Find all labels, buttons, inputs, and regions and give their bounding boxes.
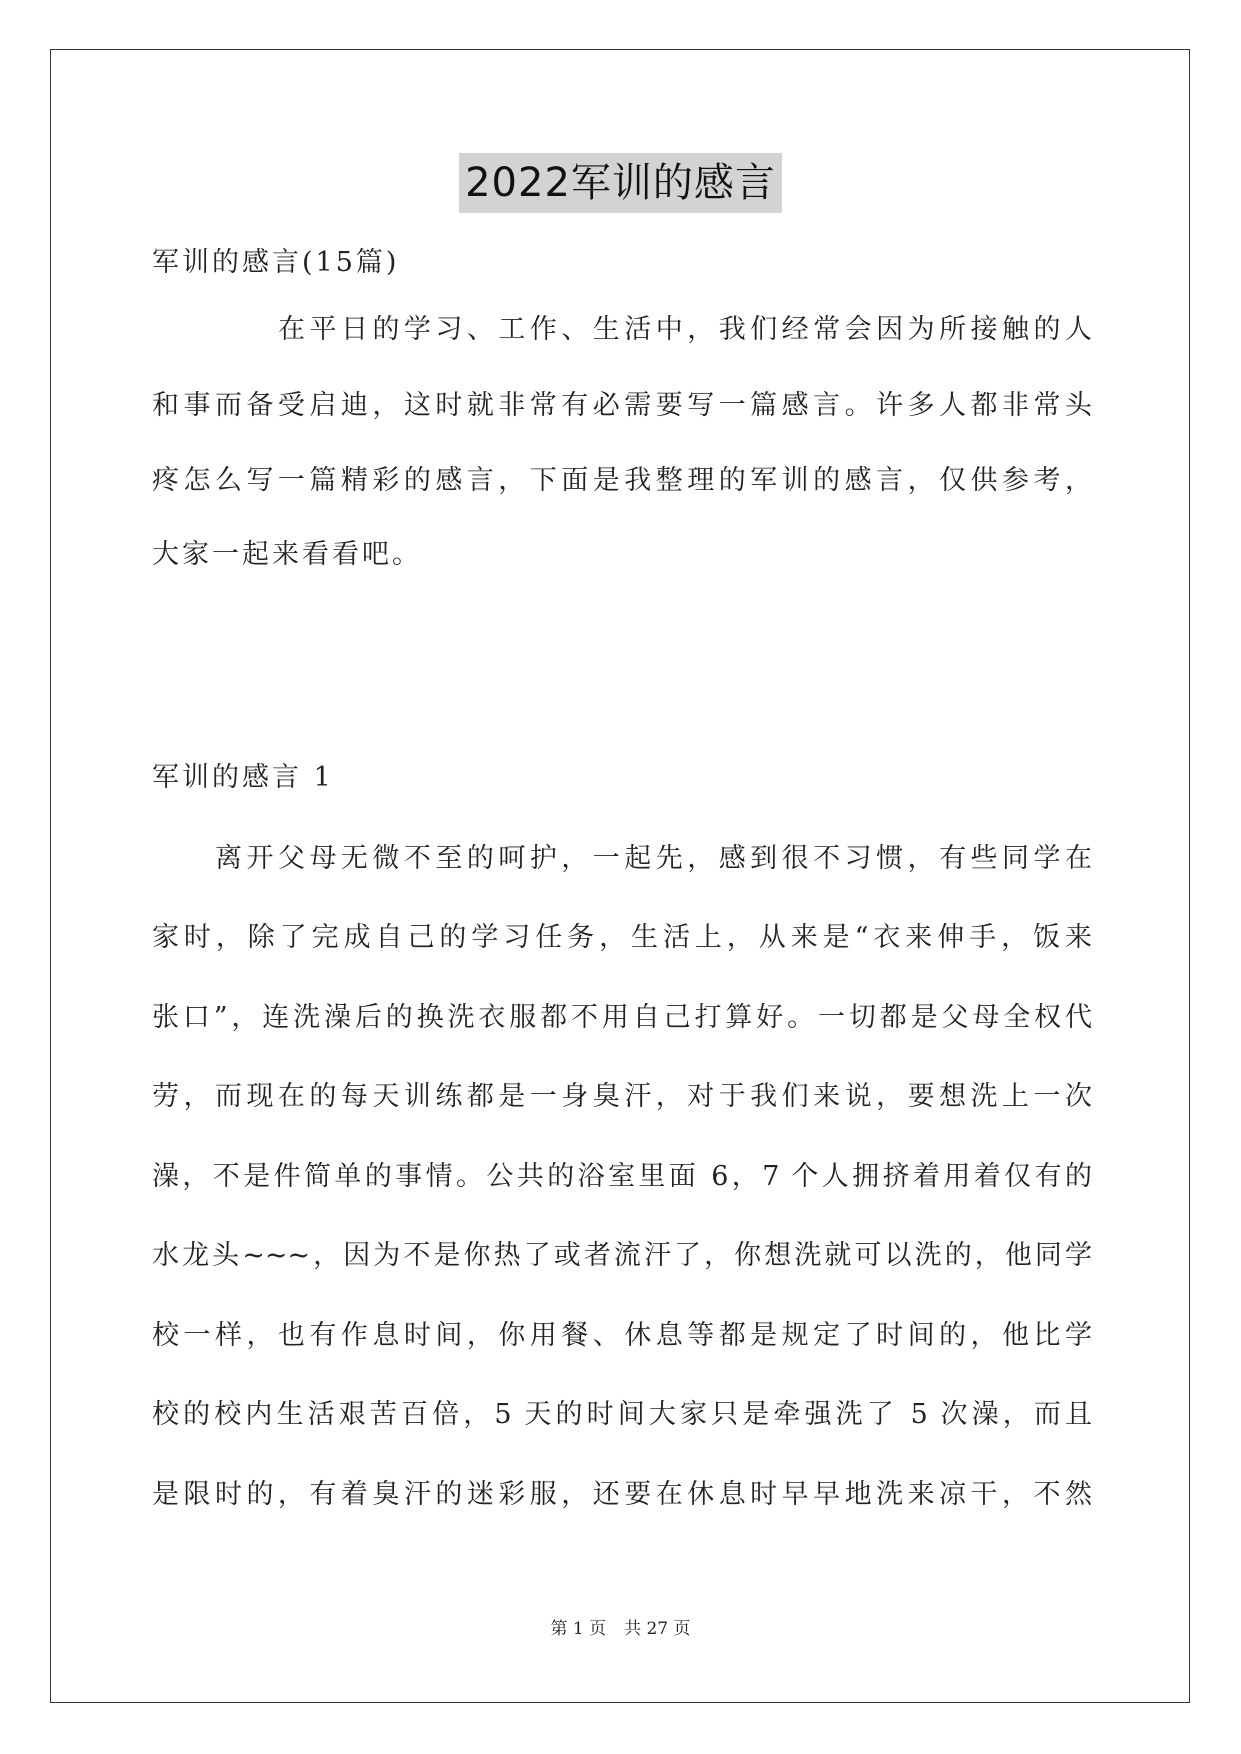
body-line-2: 家时，除了完成自己的学习任务，生活上，从来是“衣来伸手，饭来	[152, 922, 1092, 953]
page-total: 共 27 页	[624, 1619, 691, 1639]
intro-line-1: 在平日的学习、工作、生活中，我们经常会因为所接触的人	[278, 314, 1092, 345]
document-subtitle: 军训的感言(15篇)	[152, 247, 400, 278]
intro-line-3: 疼怎么写一篇精彩的感言，下面是我整理的军训的感言，仅供参考，	[152, 465, 1092, 496]
body-line-8: 校的校内生活艰苦百倍，5 天的时间大家只是牵强洗了 5 次澡，而且	[152, 1399, 1092, 1430]
body-line-7: 校一样，也有作息时间，你用餐、休息等都是规定了时间的，他比学	[152, 1320, 1092, 1351]
body-line-3: 张口”，连洗澡后的换洗衣服都不用自己打算好。一切都是父母全权代	[152, 1002, 1092, 1033]
body-line-9: 是限时的，有着臭汗的迷彩服，还要在休息时早早地洗来凉干，不然	[152, 1479, 1092, 1510]
title-container	[0, 153, 1241, 213]
body-line-6: 水龙头~~~，因为不是你热了或者流汗了，你想洗就可以洗的，他同学	[152, 1240, 1092, 1271]
body-line-4: 劳，而现在的每天训练都是一身臭汗，对于我们来说，要想洗上一次	[152, 1081, 1092, 1112]
document-title: 2022军训的感言	[459, 153, 782, 213]
body-line-5: 澡，不是件简单的事情。公共的浴室里面 6，7 个人拥挤着用着仅有的	[152, 1161, 1092, 1192]
intro-line-2: 和事而备受启迪，这时就非常有必需要写一篇感言。许多人都非常头	[152, 390, 1092, 421]
section-heading: 军训的感言 1	[152, 762, 334, 793]
page-footer	[0, 1617, 1241, 1641]
body-line-1: 离开父母无微不至的呵护，一起先，感到很不习惯，有些同学在	[215, 843, 1092, 874]
page-number: 第 1 页	[550, 1619, 607, 1639]
intro-line-4: 大家一起来看看吧。	[152, 539, 422, 570]
